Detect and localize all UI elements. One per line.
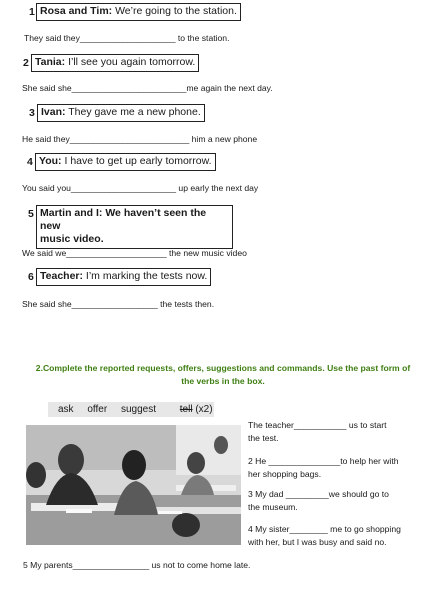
speaker: Tania:: [35, 56, 66, 68]
report-line: He said they_________________________ him a new phone: [22, 134, 258, 144]
sentence-line: 4 My sister________ me to go shopping: [248, 524, 401, 534]
item-number: 1: [29, 6, 35, 18]
sentence-line: the test.: [248, 433, 279, 443]
report-line: She said she________________________me again the next day.: [22, 83, 273, 93]
word-box: [48, 402, 214, 417]
quote-box: [36, 205, 233, 249]
sentence-line: with her, but I was busy and said no.: [248, 537, 387, 547]
quote-box: [35, 153, 216, 171]
report-line: They said they____________________ to the station.: [24, 33, 230, 43]
speaker: Rosa and Tim:: [40, 5, 113, 17]
sentence-5: 5 My parents________________ us not to come home late.: [23, 560, 251, 570]
sentence-4: [248, 523, 428, 549]
quote-box: [36, 268, 211, 286]
quote-continued: music video.: [40, 233, 104, 245]
speaker: You:: [39, 155, 62, 167]
report-line: You said you______________________ up early the next day: [22, 183, 259, 193]
speaker: Teacher:: [40, 270, 83, 282]
quote-box: [36, 3, 241, 21]
sentence-1: [248, 419, 428, 445]
sentence-2: [248, 455, 428, 481]
item-number: 2: [23, 57, 29, 69]
classroom-photo: [26, 425, 241, 545]
sentence-3: [248, 488, 428, 514]
quote-box: [31, 54, 199, 72]
quote: I’m marking the tests now.: [83, 270, 208, 282]
sentence-line: 3 My dad _________we should go to: [248, 489, 389, 499]
sentence-line: 2 He _______________to help her with: [248, 456, 399, 466]
report-line: She said she__________________ the tests then.: [22, 299, 215, 309]
speaker: Martin and I:: [40, 207, 103, 219]
report-line: We said we_____________________ the new music video: [22, 248, 247, 258]
exercise-2-title-cont: the verbs in the box.: [181, 376, 265, 386]
quote: We’re going to the station.: [112, 5, 237, 17]
sentence-line: the museum.: [248, 502, 298, 512]
word: offer: [87, 404, 108, 415]
quote: I have to get up early tomorrow.: [61, 155, 212, 167]
word: tell (x2): [179, 404, 213, 415]
speaker: Ivan:: [41, 106, 66, 118]
word: ask: [58, 404, 74, 415]
sentence-line: her shopping bags.: [248, 469, 322, 479]
item-number: 5: [28, 208, 34, 220]
item-number: 6: [28, 271, 34, 283]
quote: They gave me a new phone.: [65, 106, 201, 118]
classroom-image: [26, 425, 241, 545]
exercise-2-title: 2.Complete the reported requests, offers, suggestions and commands. Use the past form of: [35, 363, 411, 373]
quote-box: [37, 104, 205, 122]
sentence-line: The teacher___________ us to start: [248, 420, 387, 430]
item-number: 3: [29, 107, 35, 119]
word: suggest: [120, 404, 156, 415]
quote: We haven’t seen the new: [40, 207, 207, 232]
quote: I’ll see you again tomorrow.: [65, 56, 196, 68]
item-number: 4: [27, 156, 33, 168]
